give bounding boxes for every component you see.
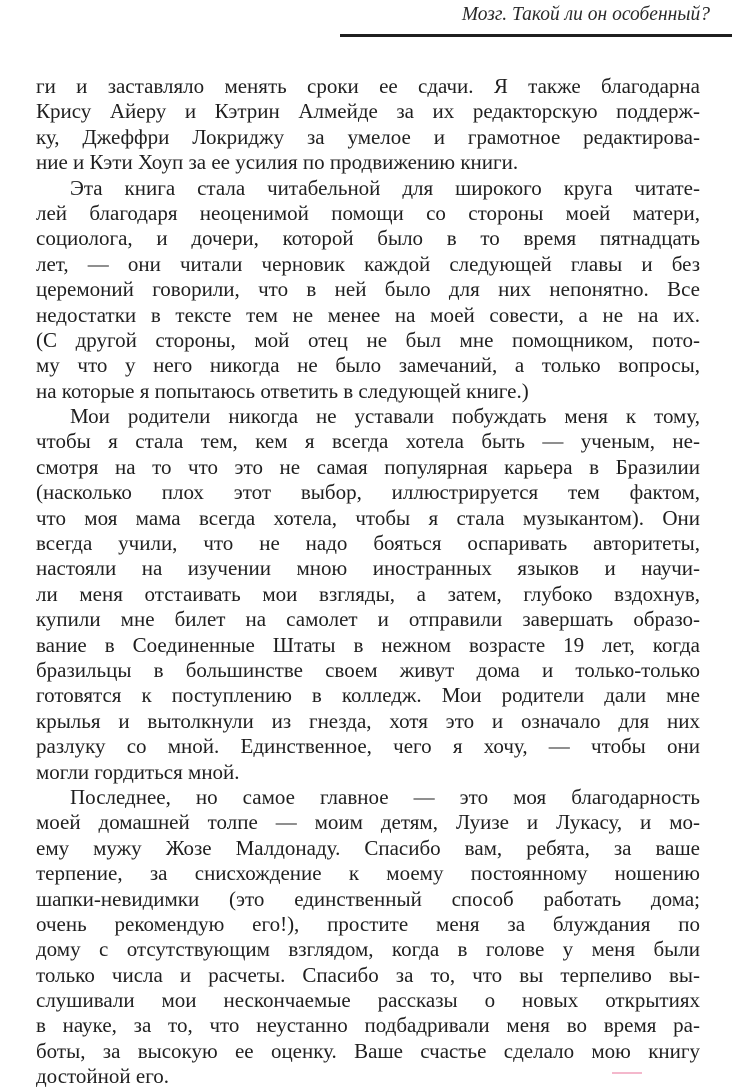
- text-line: купили мне билет на самолет и отправили завершать образо-: [36, 607, 700, 632]
- text-line: вание в Соединенные Штаты в нежном возрасте 19 лет, когда: [36, 632, 700, 657]
- text-line: что моя мама всегда хотела, чтобы я стала музыкантом). Они: [36, 505, 700, 530]
- text-line: достойной его.: [36, 1064, 170, 1089]
- text-line: смотря на то что это не самая популярная карьера в Бразилии: [36, 454, 700, 479]
- text-line: (насколько плох этот выбор, иллюстрируется тем фактом,: [36, 480, 700, 505]
- text-line: боты, за высокую ее оценку. Ваше счастье сделало мою книгу: [36, 1038, 700, 1063]
- text-line: готовятся к поступлению в колледж. Мои родители дали мне: [36, 683, 700, 708]
- text-line: Эта книга стала читабельной для широкого круга читате-: [70, 175, 700, 200]
- text-line: ку, Джеффри Локриджу за умелое и грамотное редактирова-: [36, 124, 700, 149]
- text-line: ние и Кэти Хоуп за ее усилия по продвижению книги.: [36, 150, 519, 175]
- text-line: только числа и расчеты. Спасибо за то, что вы терпеливо вы-: [36, 962, 700, 987]
- text-line: на которые я попытаюсь ответить в следующей книге.): [36, 378, 529, 403]
- text-line: слушивали мои нескончаемые рассказы о новых открытиях: [36, 988, 700, 1013]
- text-line: терпение, за снисхождение к моему постоянному ношению: [36, 861, 700, 886]
- text-line: му что у него никогда не было замечаний, а только вопросы,: [36, 353, 700, 378]
- text-line: в науке, за то, что неустанно подбадривали меня во время ра-: [36, 1013, 700, 1038]
- text-line: очень рекомендую его!), простите меня за блуждания по: [36, 911, 700, 936]
- text-line: ли меня отстаивать мои взгляды, а затем, глубоко вздохнув,: [36, 581, 700, 606]
- text-line: социолога, и дочери, которой было в то время пятнадцать: [36, 226, 700, 251]
- text-line: дому с отсутствующим взглядом, когда в голове у меня были: [36, 937, 700, 962]
- text-line: чтобы я стала тем, кем я всегда хотела быть — ученым, не-: [36, 429, 700, 454]
- text-line: моей домашней толпе — моим детям, Луизе и Лукасу, и мо-: [36, 810, 700, 835]
- text-line: Крису Айеру и Кэтрин Алмейде за их редакторскую поддерж-: [36, 99, 700, 124]
- header-rule: [340, 34, 732, 37]
- text-line: крылья и вытолкнули из гнезда, хотя это и означало для них: [36, 708, 700, 733]
- text-line: шапки-невидимки (это единственный способ работать дома;: [36, 886, 700, 911]
- text-line: могли гордиться мной.: [36, 759, 240, 784]
- paragraph: [36, 74, 700, 176]
- paragraph: [36, 785, 700, 1090]
- text-body: [36, 74, 700, 1090]
- paragraph: [36, 176, 700, 405]
- text-line: недостатки в тексте тем не менее на моей совести, а не на их.: [36, 302, 700, 327]
- text-line: ему мужу Жозе Малдонаду. Спасибо вам, ребята, за ваше: [36, 835, 700, 860]
- text-line: ги и заставляло менять сроки ее сдачи. Я также благодарна: [36, 74, 700, 98]
- text-line: церемоний говорили, что в ней было для них непонятно. Все: [36, 277, 700, 302]
- text-line: (С другой стороны, мой отец не был мне помощником, пото-: [36, 327, 700, 352]
- printer-mark: [612, 1072, 642, 1074]
- text-line: настояли на изучении мною иностранных языков и научи-: [36, 556, 700, 581]
- text-line: Последнее, но самое главное — это моя благодарность: [70, 784, 700, 809]
- text-line: всегда учили, что не надо бояться оспаривать авторитеты,: [36, 531, 700, 556]
- running-head-title: Мозг. Такой ли он особенный?: [461, 4, 710, 25]
- paragraph: [36, 404, 700, 785]
- text-line: бразильцы в большинстве своем живут дома и только-только: [36, 657, 700, 682]
- text-line: Мои родители никогда не уставали побуждать меня к тому,: [70, 404, 700, 429]
- text-line: лет, — они читали черновик каждой следующей главы и без: [36, 251, 700, 276]
- text-line: разлуку со мной. Единственное, чего я хочу, — чтобы они: [36, 734, 700, 759]
- text-line: лей благодаря неоценимой помощи со стороны моей матери,: [36, 200, 700, 225]
